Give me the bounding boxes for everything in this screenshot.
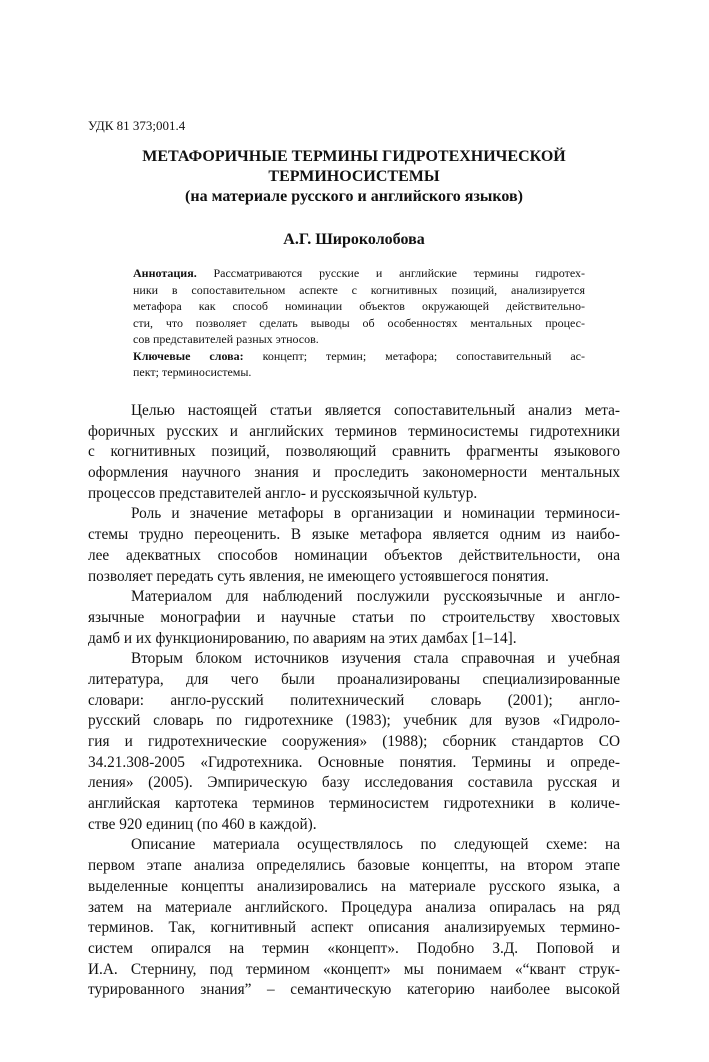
body-line: Целью настоящей статьи является сопоставительный анализ мета- — [131, 402, 620, 419]
body-line: затем на материале английского. Процедура анализа опиралась на ряд — [88, 898, 620, 916]
abstract-line: Аннотация. Рассматриваются русские и английские термины гидротех- — [133, 266, 585, 280]
article-title — [88, 147, 620, 207]
body-line: ления» (2005). Эмпирическую базу исследования составила русская и — [88, 774, 620, 792]
body-line: систем опирался на термин «концепт». Подобно З.Д. Поповой и — [88, 939, 620, 957]
body-line: позволяет передать суть явления, не имеющего устоявшегося понятия. — [88, 567, 549, 585]
body-line: первом этапе анализа определялись базовые концепты, на втором этапе — [88, 857, 620, 875]
body-line: с когнитивных позиций, позволяющий сравнить фрагменты языкового — [88, 443, 620, 461]
udk-code: УДК 81 373;001.4 — [88, 118, 186, 133]
body-line: стемы трудно переоценить. В языке метафора является одним из наибо- — [88, 526, 620, 544]
keywords-line: пект; терминосистемы. — [133, 365, 252, 379]
body-line: Вторым блоком источников изучения стала справочная и учебная — [131, 650, 620, 668]
body-line: терминов. Так, когнитивный аспект описания анализируемых терминo- — [88, 919, 620, 937]
body-line: Описание материала осуществлялось по следующей схеме: на — [131, 836, 620, 854]
abstract-block — [133, 265, 585, 381]
keywords-label: Ключевые слова: — [133, 348, 244, 363]
body-line: И.А. Стернину, под термином «концепт» мы понимаем «“квант струк- — [88, 960, 620, 978]
body-line: словари: англо-русский политехнический словарь (2001); англо- — [88, 691, 620, 709]
abstract-line: метафора как способ номинации объектов окружающей действительно- — [133, 299, 585, 313]
abstract-line: сов представителей разных этносов. — [133, 332, 319, 346]
title-line-2: ТЕРМИНОСИСТЕМЫ — [268, 168, 440, 185]
body-line: английская картотека терминов терминосистем гидротехники в количе- — [88, 795, 620, 813]
body-line: Материалом для наблюдений послужили русскоязычные и англо- — [131, 588, 620, 606]
body-line: стве 920 единиц (по 460 в каждой). — [88, 815, 317, 833]
title-line-3: (на материале русского и английского языков) — [185, 188, 523, 205]
body-line: язычные монографии и научные статьи по строительству хвостовых — [88, 608, 620, 626]
body-line: форичных русских и английских терминов терминосистемы гидротехники — [88, 422, 620, 440]
author-name: А.Г. Широколобова — [283, 231, 425, 248]
body-line: русский словарь по гидротехнике (1983); учебник для вузов «Гидроло- — [88, 712, 620, 730]
article-body — [88, 401, 620, 1001]
body-line: Роль и значение метафоры в организации и номинации терминоси- — [131, 505, 620, 523]
body-line: литература, для чего были проанализированы специализированные — [88, 670, 620, 688]
abstract-line: ники в сопоставительном аспекте с когнитивных позиций, анализируется — [133, 282, 585, 297]
body-line: дамб и их функционированию, по авариям на этих дамбах [1–14]. — [88, 629, 517, 647]
body-line: лее адекватных способов номинации объектов действительности, она — [88, 546, 620, 564]
body-line: 34.21.308-2005 «Гидротехника. Основные понятия. Термины и опреде- — [88, 753, 620, 771]
abstract-line: сти, что позволяет сделать выводы об особенностях ментальных процес- — [133, 315, 585, 330]
body-line: оформления научного знания и проследить закономерности ментальных — [88, 464, 620, 482]
keywords-line: Ключевые слова: концепт; термин; метафора; сопоставительный ас- — [133, 348, 585, 363]
title-line-1: МЕТАФОРИЧНЫЕ ТЕРМИНЫ ГИДРОТЕХНИЧЕСКОЙ — [142, 148, 566, 165]
abstract-label: Аннотация. — [133, 266, 197, 280]
body-line: выделенные концепты анализировались на материале русского языка, а — [88, 877, 620, 895]
body-line: гия и гидротехнические сооружения» (1988); сборник стандартов СО — [88, 733, 620, 750]
body-line: турированного знания” – семантическую категорию наиболее высокой — [88, 981, 620, 999]
body-line: процессов представителей англо- и русскоязычной культур. — [88, 484, 478, 502]
